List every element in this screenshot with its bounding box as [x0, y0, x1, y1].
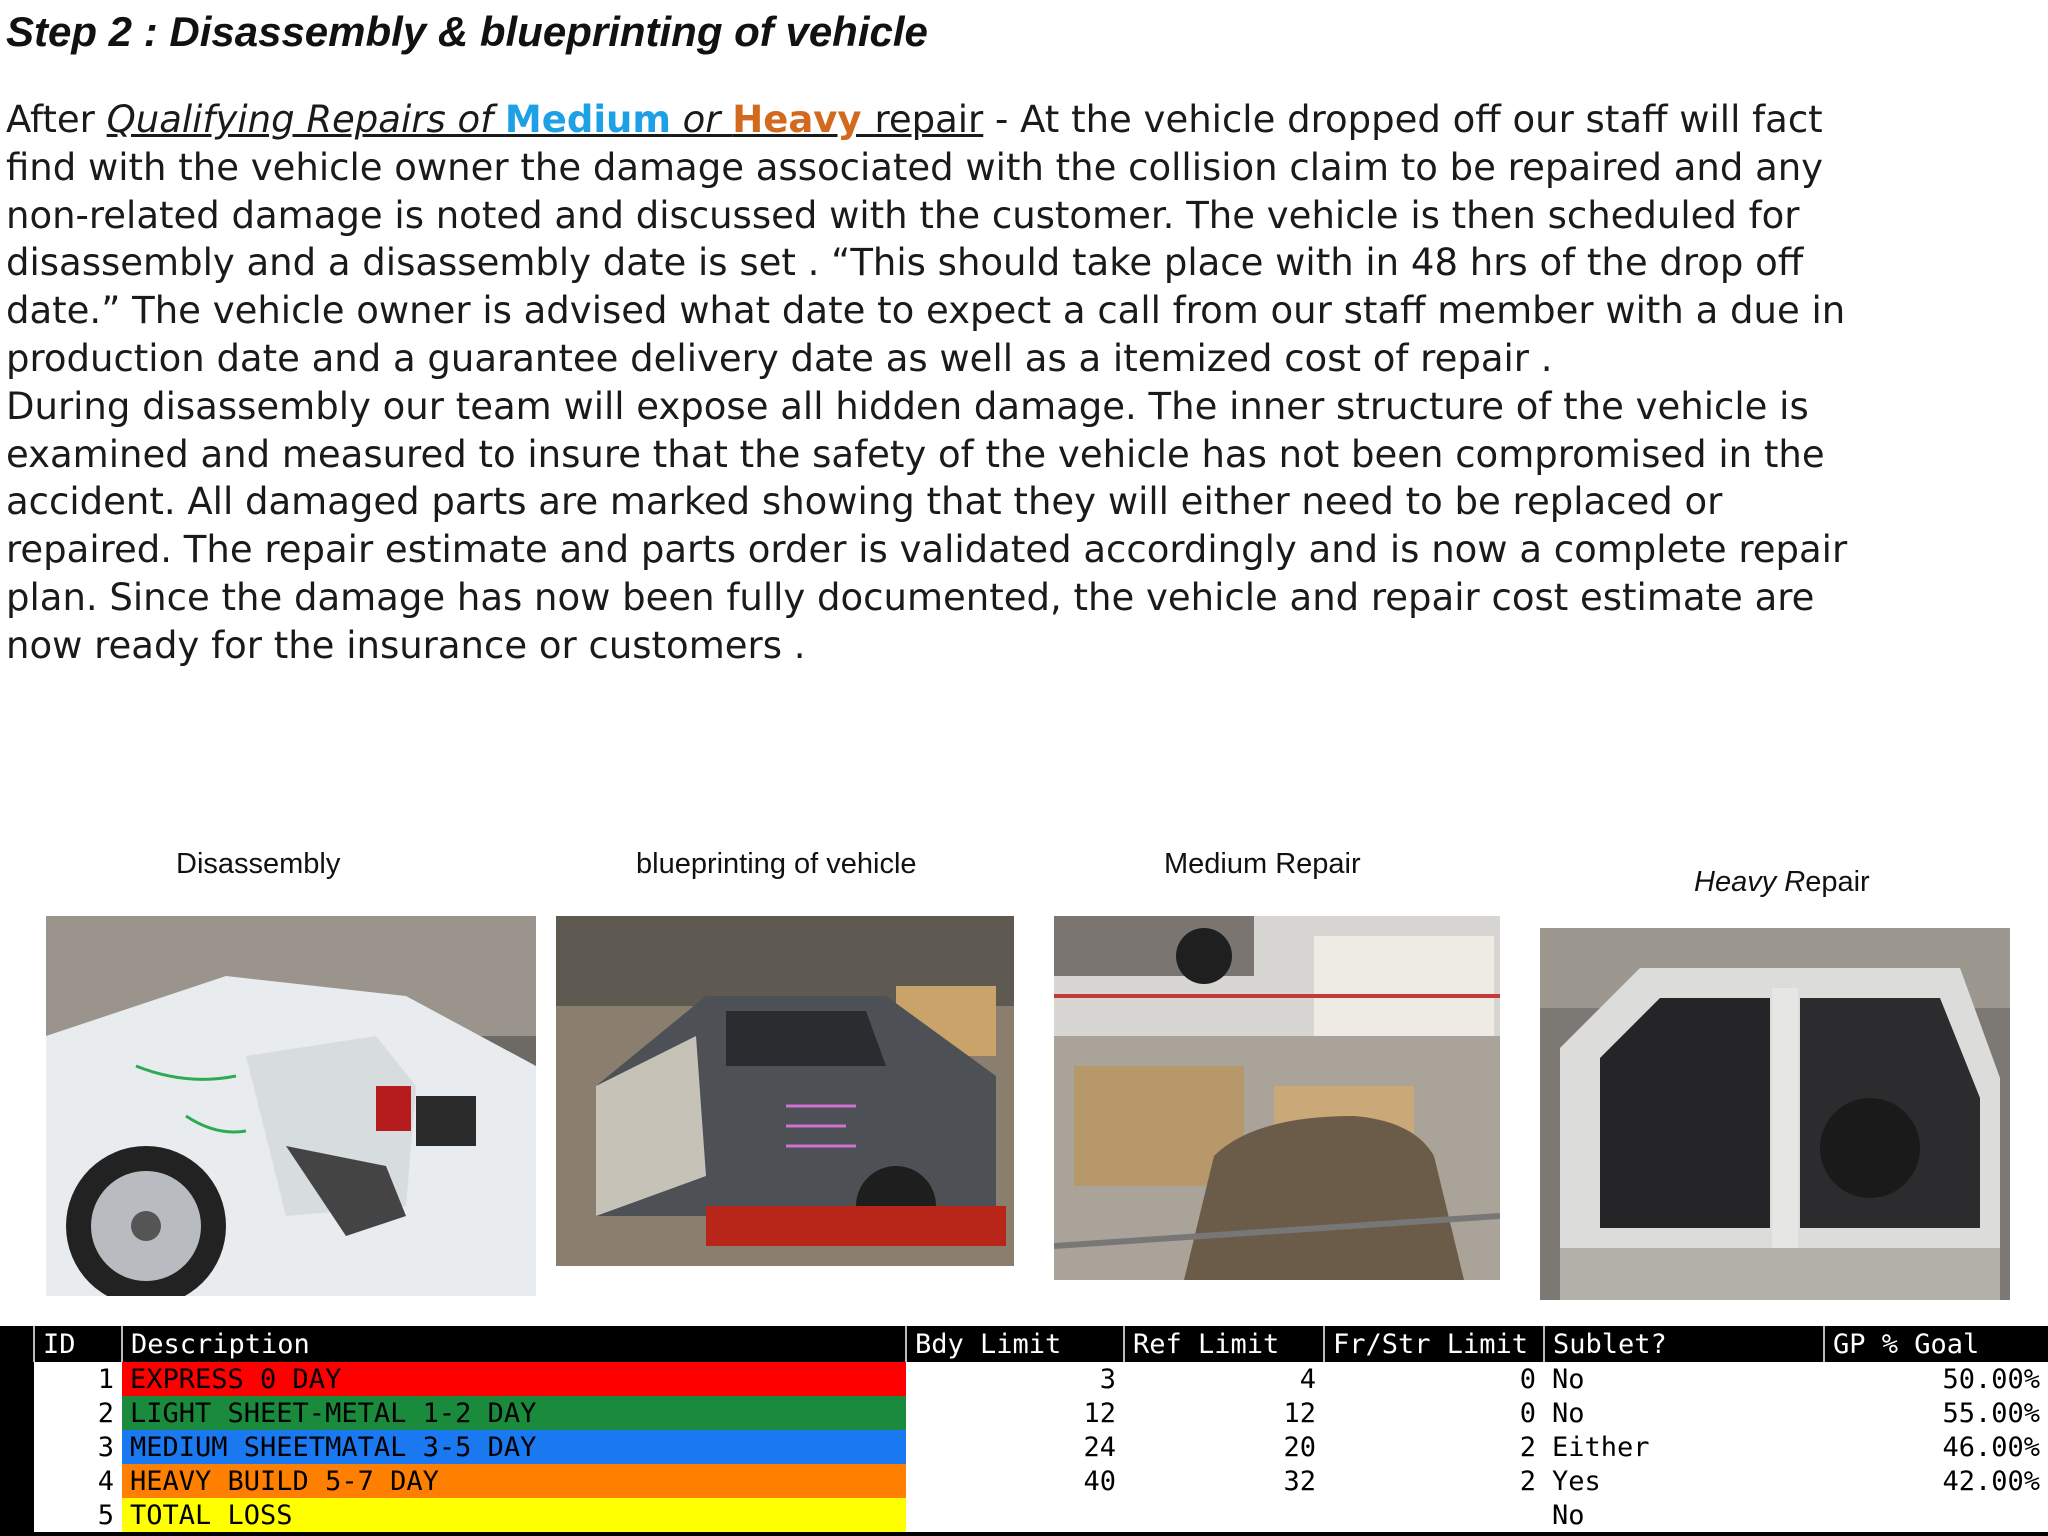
- body-paragraph: [6, 96, 2036, 670]
- table-row[interactable]: [0, 1396, 2048, 1430]
- paragraph-line: find with the vehicle owner the damage associated with the collision claim to be repaired and any: [6, 145, 1824, 189]
- photo-medium-repair: [1054, 916, 1500, 1280]
- cell-sublet: No: [1544, 1396, 1824, 1430]
- cell-description: TOTAL LOSS: [122, 1498, 906, 1532]
- cell-gp-goal: 46.00%: [1824, 1430, 2048, 1464]
- cell-ref-limit: [1124, 1498, 1324, 1532]
- cell-id: 1: [34, 1362, 122, 1396]
- col-header-fr-str-limit[interactable]: Fr/Str Limit: [1324, 1326, 1544, 1362]
- cell-gp-goal: 42.00%: [1824, 1464, 2048, 1498]
- cell-fr-str-limit: [1324, 1498, 1544, 1532]
- caption-heavy-italic: Heavy R: [1694, 866, 1806, 898]
- cell-sublet: No: [1544, 1362, 1824, 1396]
- repair-text: repair: [874, 98, 984, 141]
- paragraph-line: non-related damage is noted and discussed with the customer. The vehicle is then scheduled for: [6, 193, 1800, 237]
- cell-ref-limit: 20: [1124, 1430, 1324, 1464]
- cell-sublet: No: [1544, 1498, 1824, 1532]
- page-title: Step 2 : Disassembly & blueprinting of vehicle: [6, 8, 928, 55]
- intro-after: After: [6, 98, 107, 141]
- cell-gp-goal: 55.00%: [1824, 1396, 2048, 1430]
- paragraph-line: repaired. The repair estimate and parts order is validated accordingly and is now a complete repair: [6, 528, 1848, 572]
- medium-label: Medium: [504, 98, 671, 141]
- cell-bdy-limit: 3: [906, 1362, 1124, 1396]
- cell-id: 2: [34, 1396, 122, 1430]
- cell-ref-limit: 32: [1124, 1464, 1324, 1498]
- col-header-bdy-limit[interactable]: Bdy Limit: [906, 1326, 1124, 1362]
- caption-medium-repair: Medium Repair: [1164, 848, 1361, 880]
- row-gutter: [0, 1498, 34, 1532]
- row-gutter: [0, 1362, 34, 1396]
- cell-gp-goal: 50.00%: [1824, 1362, 2048, 1396]
- cell-bdy-limit: 40: [906, 1464, 1124, 1498]
- cell-ref-limit: 4: [1124, 1362, 1324, 1396]
- cell-fr-str-limit: 2: [1324, 1430, 1544, 1464]
- heavy-label: Heavy: [732, 98, 875, 141]
- cell-id: 4: [34, 1464, 122, 1498]
- paragraph-line: disassembly and a disassembly date is set . “This should take place with in 48 hrs of the drop off: [6, 241, 1804, 285]
- cell-gp-goal: [1824, 1498, 2048, 1532]
- cell-description: MEDIUM SHEETMATAL 3-5 DAY: [122, 1430, 906, 1464]
- col-header-id[interactable]: ID: [34, 1326, 122, 1362]
- paragraph-line: date.” The vehicle owner is advised what date to expect a call from our staff member with a due in: [6, 289, 1846, 333]
- paragraph-line: accident. All damaged parts are marked showing that they will either need to be replaced or: [6, 480, 1723, 524]
- row-gutter: [0, 1430, 34, 1464]
- cell-ref-limit: 12: [1124, 1396, 1324, 1430]
- cell-sublet: Yes: [1544, 1464, 1824, 1498]
- repair-codes-table: [0, 1326, 2048, 1536]
- photo-heavy-repair: [1540, 928, 2010, 1300]
- cell-fr-str-limit: 0: [1324, 1362, 1544, 1396]
- col-header-description[interactable]: Description: [122, 1326, 906, 1362]
- cell-bdy-limit: [906, 1498, 1124, 1532]
- caption-heavy-repair: [1694, 866, 1870, 899]
- row-gutter: [0, 1396, 34, 1430]
- or-text: or: [670, 98, 733, 141]
- intro-rest: - At the vehicle dropped off our staff will fact: [983, 98, 1823, 141]
- table-row[interactable]: [0, 1498, 2048, 1532]
- caption-disassembly: Disassembly: [176, 848, 341, 880]
- paragraph-line: During disassembly our team will expose all hidden damage. The inner structure of the vehicle is: [6, 384, 1809, 428]
- paragraph-line: plan. Since the damage has now been fully documented, the vehicle and repair cost estimate are: [6, 575, 1815, 619]
- paragraph-line: now ready for the insurance or customers .: [6, 623, 806, 667]
- caption-heavy-rest: epair: [1805, 866, 1870, 898]
- paragraph-line-0: [6, 96, 2036, 144]
- photo-blueprinting: [556, 916, 1014, 1266]
- cell-description: EXPRESS 0 DAY: [122, 1362, 906, 1396]
- photo-disassembly: [46, 916, 536, 1296]
- caption-blueprinting: blueprinting of vehicle: [636, 848, 917, 880]
- col-header-gp-goal[interactable]: GP % Goal: [1824, 1326, 2048, 1362]
- col-header-ref-limit[interactable]: Ref Limit: [1124, 1326, 1324, 1362]
- cell-description: HEAVY BUILD 5-7 DAY: [122, 1464, 906, 1498]
- row-gutter: [0, 1464, 34, 1498]
- cell-id: 3: [34, 1430, 122, 1464]
- paragraph-line: examined and measured to insure that the safety of the vehicle has not been compromised in the: [6, 432, 1825, 476]
- cell-fr-str-limit: 2: [1324, 1464, 1544, 1498]
- col-header-sublet[interactable]: Sublet?: [1544, 1326, 1824, 1362]
- cell-bdy-limit: 24: [906, 1430, 1124, 1464]
- table-row[interactable]: [0, 1362, 2048, 1396]
- cell-sublet: Either: [1544, 1430, 1824, 1464]
- cell-fr-str-limit: 0: [1324, 1396, 1544, 1430]
- cell-id: 5: [34, 1498, 122, 1532]
- cell-bdy-limit: 12: [906, 1396, 1124, 1430]
- table-row[interactable]: [0, 1430, 2048, 1464]
- table-gutter-header: [0, 1326, 34, 1362]
- paragraph-line: production date and a guarantee delivery date as well as a itemized cost of repair .: [6, 336, 1553, 380]
- cell-description: LIGHT SHEET-METAL 1-2 DAY: [122, 1396, 906, 1430]
- table-row[interactable]: [0, 1464, 2048, 1498]
- qualifying-repairs-text: Qualifying Repairs of: [106, 98, 505, 141]
